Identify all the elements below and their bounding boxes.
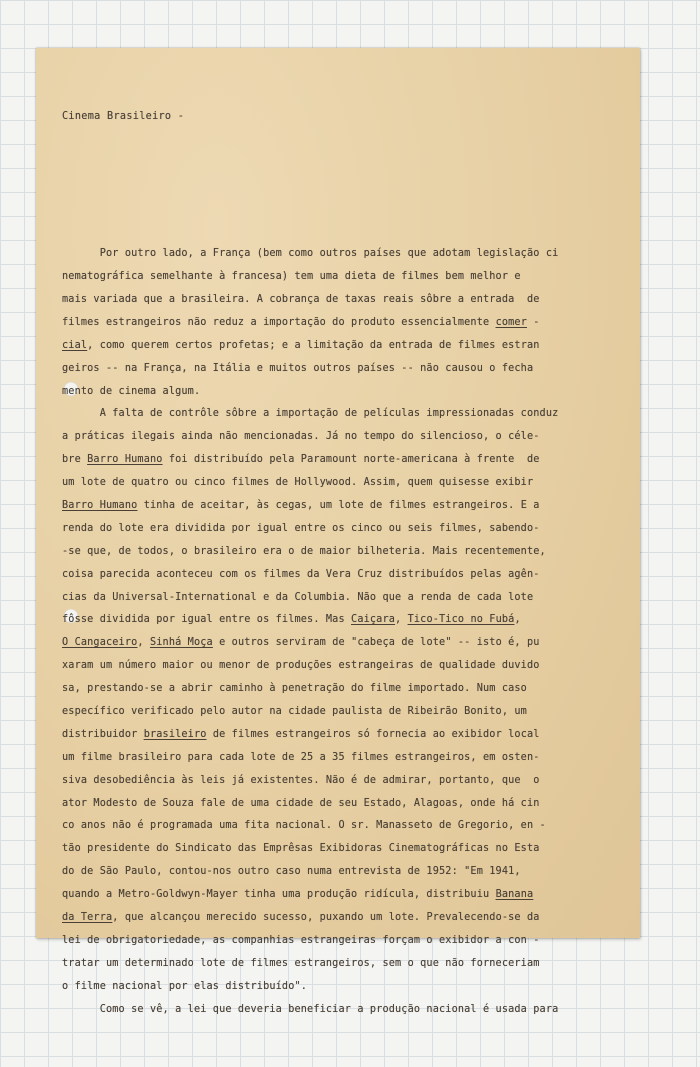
underlined-title: Banana <box>495 889 534 901</box>
text-line <box>62 678 630 701</box>
underlined-title: Caiçara <box>351 614 396 626</box>
text-line <box>62 815 630 838</box>
underlined-title: Sinhá Moça <box>149 637 213 649</box>
underlined-title: cial <box>62 339 88 351</box>
text-line <box>62 335 630 358</box>
text-segment: , como querem certos profetas; e a limitação da entrada de filmes estran <box>87 339 540 351</box>
text-segment: coisa parecida aconteceu com os filmes da Vera Cruz distribuídos pelas agên- <box>62 568 540 580</box>
text-segment: co anos não é programada uma fita nacional. O sr. Manasseto de Gregorio, en - <box>62 820 546 832</box>
underlined-title: Barro Humano <box>62 500 138 512</box>
blank-line <box>62 175 630 198</box>
text-segment: , <box>395 614 408 626</box>
text-segment: , <box>137 637 150 649</box>
body-text <box>62 243 630 1021</box>
underlined-title: Tico-Tico no Fubá <box>407 614 515 626</box>
text-segment: mento de cinema algum. <box>62 385 201 397</box>
text-segment: lei de obrigatoriedade, as companhias estrangeiras forçam o exibidor a con - <box>62 934 540 946</box>
text-segment: um lote de quatro ou cinco filmes de Hollywood. Assim, quem quisesse exibir <box>62 477 534 489</box>
text-segment: nematográfica semelhante à francesa) tem uma dieta de filmes bem melhor e <box>62 271 521 283</box>
text-line <box>62 701 630 724</box>
text-line <box>62 793 630 816</box>
text-segment: bre <box>62 454 88 466</box>
text-segment: cias da Universal-International e da Columbia. Não que a renda de cada lote <box>62 591 534 603</box>
text-line <box>62 770 630 793</box>
text-segment: -se que, de todos, o brasileiro era o de maior bilheteria. Mais recentemente, <box>62 545 546 557</box>
typewritten-page <box>36 48 640 1015</box>
page-text <box>62 60 630 1067</box>
text-segment: mais variada que a brasileira. A cobrança de taxas reais sôbre a entrada de <box>62 294 540 305</box>
text-line <box>62 495 630 518</box>
text-line <box>62 449 630 472</box>
text-line <box>62 541 630 564</box>
text-segment: Como se vê, a lei que deveria beneficiar a produção nacional é usada para <box>62 1003 559 1015</box>
text-segment: siva desobediência às leis já existentes. Não é de admirar, portanto, que o <box>62 774 540 786</box>
underlined-title: comer <box>495 316 527 328</box>
text-segment: geiros -- na França, na Itália e muitos outros países -- não causou o fecha <box>62 362 534 374</box>
text-segment: distribuidor <box>62 728 144 740</box>
text-segment: sa, prestando-se a abrir caminho à penetração do filme importado. Num caso <box>62 683 527 695</box>
text-segment: fôsse dividida por igual entre os filmes. Mas <box>62 614 352 626</box>
text-line <box>62 403 630 426</box>
text-segment: Por outro lado, a França (bem como outros países que adotam legislação ci <box>62 248 559 260</box>
text-segment: e outros serviram de "cabeça de lote" -- isto é, pu <box>212 637 540 649</box>
text-line <box>62 243 630 266</box>
underlined-title: O Cangaceiro <box>62 637 138 649</box>
text-line <box>62 472 630 495</box>
text-segment: quando a Metro-Goldwyn-Mayer tinha uma produção ridícula, distribuiu <box>62 889 496 901</box>
text-line <box>62 747 630 770</box>
text-segment: do de São Paulo, contou-nos outro caso numa entrevista de 1952: "Em 1941, <box>62 866 521 878</box>
text-line <box>62 861 630 884</box>
text-segment: tão presidente do Sindicato das Emprêsas Exibidoras Cinematográficas no Esta <box>62 843 540 855</box>
page-heading: Cinema Brasileiro - <box>62 110 185 122</box>
text-segment: tratar um determinado lote de filmes estrangeiros, sem o que não forneceriam <box>62 957 540 969</box>
text-segment: , que alcançou merecido sucesso, puxando um lote. Prevalecendo-se da <box>112 912 540 924</box>
text-segment: , <box>514 614 521 626</box>
text-segment: renda do lote era dividida por igual entre os cinco ou seis filmes, sabendo- <box>62 522 540 534</box>
text-line <box>62 358 630 381</box>
text-line <box>62 587 630 610</box>
underlined-title: brasileiro <box>143 728 207 740</box>
text-line <box>62 930 630 953</box>
text-line <box>62 312 630 335</box>
text-line <box>62 266 630 289</box>
text-segment: foi distribuído pela Paramount norte-americana à frente de <box>162 454 540 466</box>
text-segment: o filme nacional por elas distribuído". <box>62 980 308 992</box>
text-line <box>62 976 630 999</box>
text-line <box>62 655 630 678</box>
text-segment: ator Modesto de Souza fale de uma cidade de seu Estado, Alagoas, onde há cin <box>62 797 540 809</box>
text-line <box>62 381 630 404</box>
text-line <box>62 564 630 587</box>
text-line <box>62 953 630 976</box>
text-line <box>62 907 630 930</box>
text-line <box>62 289 630 312</box>
underlined-title: da Terra <box>62 912 113 924</box>
text-segment: um filme brasileiro para cada lote de 25 a 35 filmes estrangeiros, em osten- <box>62 751 540 763</box>
text-line <box>62 426 630 449</box>
text-line <box>62 632 630 655</box>
text-segment: xaram um número maior ou menor de produções estrangeiras de qualidade duvido <box>62 660 540 672</box>
text-segment: A falta de contrôle sôbre a importação de películas impressionadas conduz <box>62 408 559 420</box>
text-segment: de filmes estrangeiros só fornecia ao exibidor local <box>206 728 540 740</box>
text-line <box>62 518 630 541</box>
text-segment: - <box>526 316 540 328</box>
underlined-title: Barro Humano <box>87 454 163 466</box>
text-segment: filmes estrangeiros não reduz a importação do produto essencialmente <box>62 316 496 328</box>
text-line <box>62 609 630 632</box>
text-segment: a práticas ilegais ainda não mencionadas. Já no tempo do silencioso, o céle- <box>62 431 540 443</box>
text-line <box>62 999 630 1022</box>
text-segment: específico verificado pelo autor na cidade paulista de Ribeirão Bonito, um <box>62 706 527 718</box>
text-segment: tinha de aceitar, às cegas, um lote de filmes estrangeiros. E a <box>137 500 540 512</box>
text-line <box>62 724 630 747</box>
text-line <box>62 884 630 907</box>
text-line <box>62 838 630 861</box>
